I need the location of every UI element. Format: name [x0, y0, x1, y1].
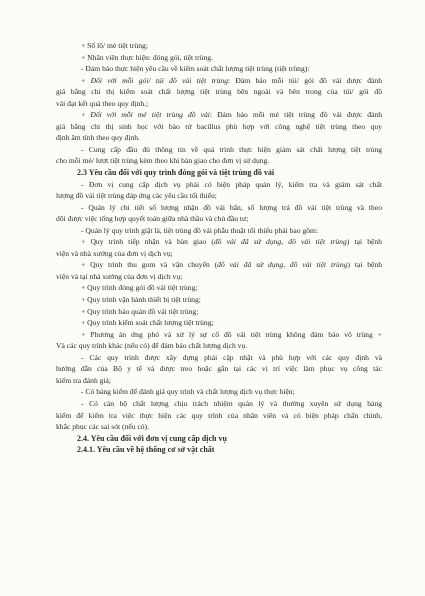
- text-line: viện và tại nhà xưởng của đơn vị dịch vụ;: [56, 271, 183, 281]
- text-line: lượng đồ vải tiệt trùng đáp ứng các yêu cầu tối thiểu;: [56, 191, 217, 201]
- text-line: kiểm để kiểm tra việc thực hiện các quy trình của nhân viên và có biện pháp chấn chỉnh,: [56, 410, 382, 420]
- text-line: kiểm tra đánh giá;: [56, 375, 112, 385]
- text-line: + Số lô/ mẻ tiệt trùng;: [81, 41, 148, 50]
- text-line: - Có bảng kiểm để đánh giá quy trình và chất lượng dịch vụ thực hiện;: [81, 387, 295, 397]
- section-heading: 2.4. Yêu cầu đối với đơn vị cung cấp dịch vụ: [77, 433, 227, 443]
- text-line: - Đơn vị cung cấp dịch vụ phải có biện pháp quản lý, kiểm tra và giám sát chất: [81, 179, 382, 189]
- text-line: cho mỗi mẻ/ lượt tiệt trùng kèm theo khi bàn giao cho đơn vị sử dụng.: [56, 156, 270, 166]
- text-line: + Đối với mỗi mẻ tiệt trùng đồ vải: Đảm bảo mỗi mẻ tiệt trùng đồ vải được đánh: [81, 110, 383, 120]
- text-line: khắc phục các sai sót (nếu có).: [56, 422, 149, 432]
- text-line: + Nhân viên thực hiện: đóng gói, tiệt trùng.: [81, 52, 213, 62]
- text-line: + Quy trình kiểm soát chất lượng tiệt trùng;: [81, 318, 214, 328]
- section-heading: 2.4.1. Yêu cầu về hệ thống cơ sở vật chất: [77, 445, 215, 455]
- text-line: + Đối với mỗi gói/ túi đồ vải tiệt trùng: Đảm bảo mỗi túi/ gói đồ vải được đánh: [81, 75, 383, 85]
- text-line: + Quy trình đóng gói đồ vải tiệt trùng;: [81, 283, 198, 293]
- text-line: viện và nhà xưởng của đơn vị dịch vụ;: [56, 248, 173, 258]
- text-line: + Quy trình thu gom và vận chuyển (đồ vải đã sử dụng, đồ vải tiệt trùng) tại bệnh: [81, 260, 382, 270]
- text-line: - Đảm bảo thực hiện yêu cầu về kiểm soát chất lượng tiệt trùng (tiệt trùng):: [81, 64, 310, 74]
- text-line: giá bằng chỉ thị kiểm soát chất lượng tiệt trùng bên ngoài và bên trong của túi/ gói đồ: [56, 87, 382, 97]
- text-line: Và các quy trình khác (nếu có) để đảm bảo chất lượng dịch vụ.: [56, 341, 248, 351]
- text-line: dõi được việc tổng hợp quyết toán giữa nhà thầu và chủ đầu tư;: [56, 214, 249, 224]
- text-line: hướng dẫn của Bộ y tế và được treo hoặc gắn tại các vị trí việc làm phục vụ công tác: [56, 364, 382, 374]
- text-line: + Quy trình bảo quản đồ vải tiệt trùng;: [81, 306, 199, 316]
- text-line: - Các quy trình được xây dựng phải cập nhật và phù hợp với các quy định và: [81, 352, 382, 362]
- section-heading: 2.3 Yêu cầu đối với quy trình đóng gói và tiệt trùng đồ vải: [77, 168, 275, 178]
- text-line: vải đạt kết quả theo quy định.;: [56, 98, 149, 108]
- text-line: + Quy trình tiếp nhận và bàn giao (đồ vải đã sử dụng, đồ vải tiệt trùng) tại bệnh: [81, 237, 382, 247]
- document-body: [56, 40, 382, 456]
- text-line: giá bằng chỉ thị sinh học với bào tử bacillus phù hợp với công nghệ tiệt trùng theo quy: [56, 121, 382, 131]
- text-line: - Có cán bộ chất lượng chịu trách nhiệm quản lý và thường xuyên sử dụng bảng: [81, 398, 382, 408]
- text-line: định âm tính theo quy định.: [56, 133, 140, 143]
- text-line: - Cung cấp đầu đủ thông tin về quá trình thực hiện giám sát chất lượng tiệt trùng: [81, 144, 382, 154]
- text-line: + Quy trình vận hành thiết bị tiệt trùng;: [81, 295, 201, 305]
- text-line: - Quản lý quy trình giặt là, tiệt trùng đồ vải phẫu thuật tối thiểu phải bao gồm:: [81, 225, 319, 235]
- text-line: - Quản lý chi tiết số lượng nhận đồ vải bẩn, số lượng trả đồ vải tiệt trùng và theo: [81, 202, 382, 212]
- text-line: + Phương án ứng phó và xử lý sự cố đồ vải tiệt trùng không đảm bảo vô trùng +: [81, 329, 382, 339]
